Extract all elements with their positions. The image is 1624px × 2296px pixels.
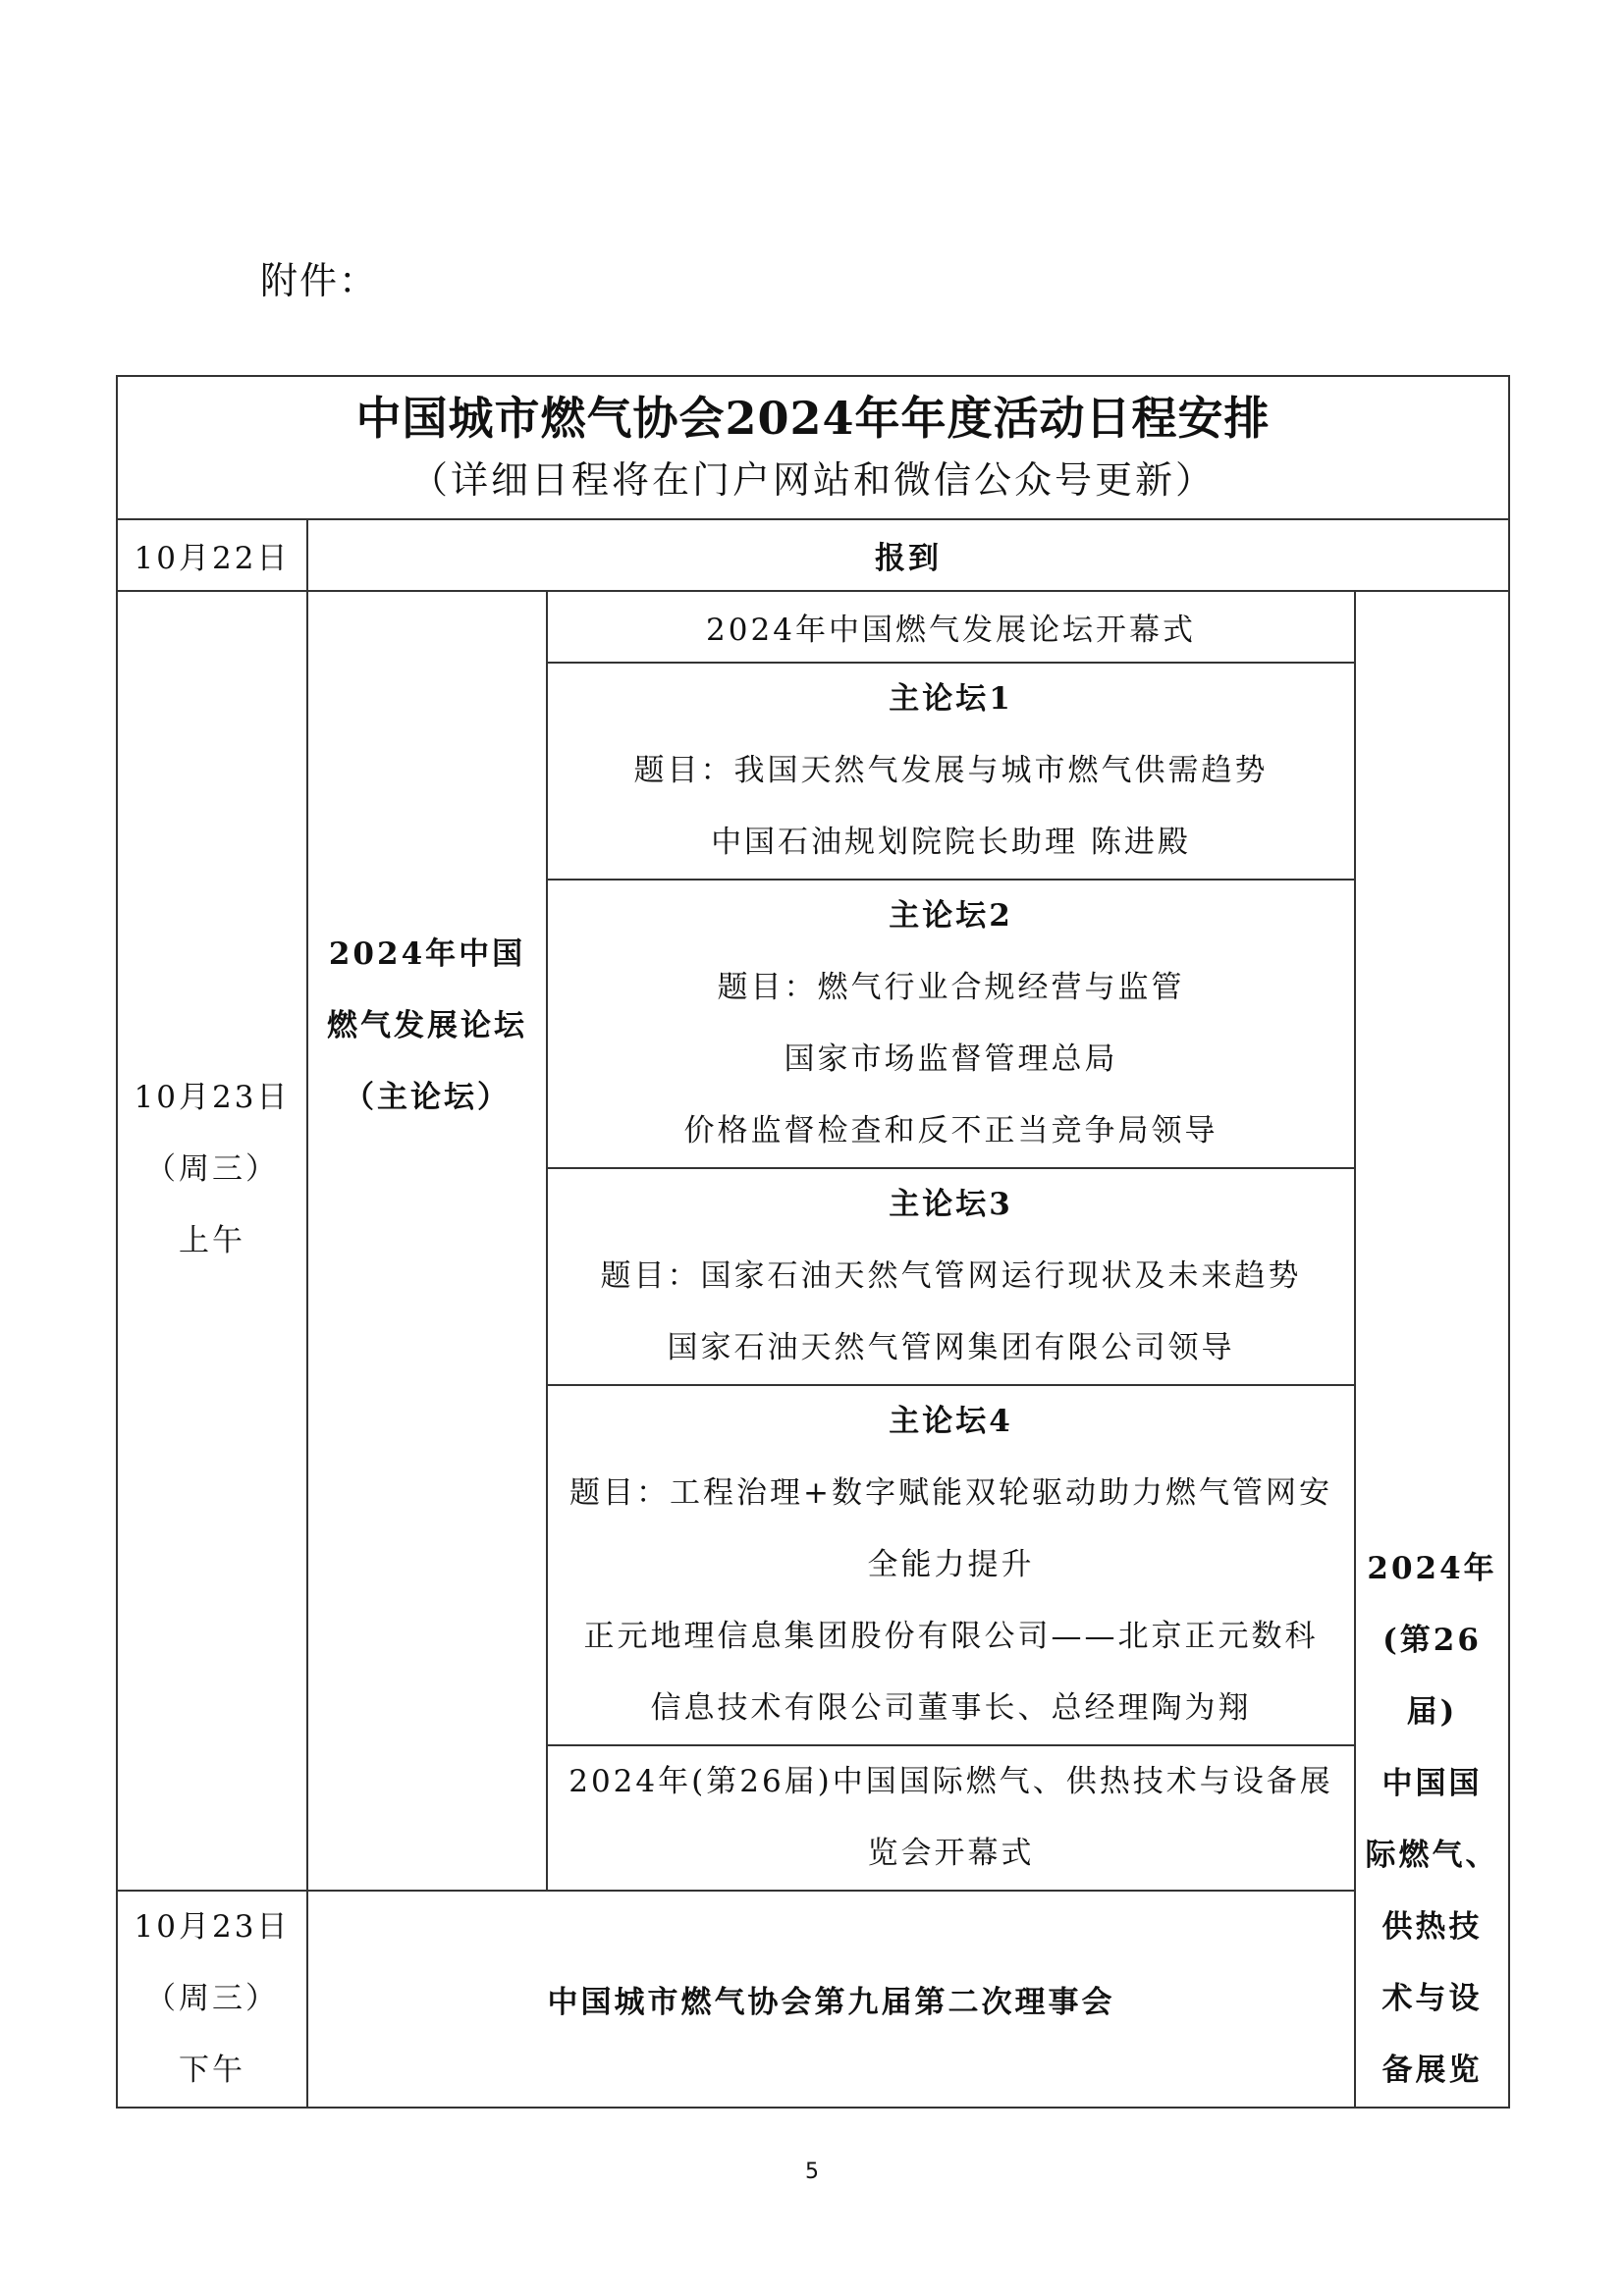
expo-cell xyxy=(1355,591,1509,2108)
date-line: 下午 xyxy=(179,2053,245,2088)
table-header-row xyxy=(117,376,1509,519)
session-cell-4 xyxy=(547,1385,1355,1745)
session-line: 题目：燃气行业合规经营与监管 xyxy=(717,970,1185,1005)
forum-line: （主论坛） xyxy=(344,1079,511,1115)
session-line: 全能力提升 xyxy=(867,1547,1035,1582)
forum-cell xyxy=(307,591,547,1891)
date-line: 10月23日 xyxy=(134,1079,291,1115)
session-line: 正元地理信息集团股份有限公司——北京正元数科 xyxy=(583,1619,1319,1654)
session-line: 国家石油天然气管网集团有限公司领导 xyxy=(667,1330,1235,1365)
expo-line: 届) xyxy=(1406,1694,1458,1730)
session-line: 国家市场监督管理总局 xyxy=(784,1041,1118,1077)
expo-line: 术与设 xyxy=(1381,1981,1483,2016)
table-row-oct22 xyxy=(117,519,1509,591)
date-line: （周三） xyxy=(145,1150,279,1187)
expo-line: 备展览 xyxy=(1381,2053,1483,2088)
date-spacer xyxy=(118,1277,306,1420)
registration-cell: 报到 xyxy=(307,519,1509,591)
session-line: 中国石油规划院院长助理 陈进殿 xyxy=(711,825,1191,860)
date-line: 10月23日 xyxy=(134,1909,291,1945)
attachment-label: 附件： xyxy=(260,259,379,302)
page-number: 5 xyxy=(805,2160,819,2184)
table-title: 中国城市燃气协会2024年年度活动日程安排 xyxy=(355,392,1271,445)
session-line: 题目：我国天然气发展与城市燃气供需趋势 xyxy=(633,753,1269,788)
expo-opening-cell xyxy=(547,1745,1355,1891)
date-cell-afternoon xyxy=(117,1891,307,2108)
session-cell-3 xyxy=(547,1168,1355,1385)
table-subtitle: （详细日程将在门户网站和微信公众号更新） xyxy=(410,458,1217,502)
session-line: 信息技术有限公司董事长、总经理陶为翔 xyxy=(650,1690,1252,1726)
forum-opening-cell: 2024年中国燃气发展论坛开幕式 xyxy=(547,591,1355,663)
session-name: 主论坛2 xyxy=(889,898,1013,934)
date-line: （周三） xyxy=(145,1981,279,2016)
forum-line: 燃气发展论坛 xyxy=(327,1007,527,1043)
session-cell-1 xyxy=(547,663,1355,880)
expo-opening-line: 2024年(第26届)中国国际燃气、供热技术与设备展 xyxy=(568,1764,1333,1799)
date-cell-oct22: 10月22日 xyxy=(117,519,307,591)
expo-line: 际燃气、 xyxy=(1365,1838,1499,1873)
session-name: 主论坛3 xyxy=(889,1187,1013,1222)
session-line: 题目：国家石油天然气管网运行现状及未来趋势 xyxy=(600,1258,1302,1294)
schedule-table xyxy=(116,375,1510,2109)
session-line: 题目：工程治理+数字赋能双轮驱动助力燃气管网安 xyxy=(569,1475,1332,1511)
session-name: 主论坛4 xyxy=(889,1404,1013,1439)
expo-line: 供热技 xyxy=(1381,1909,1483,1945)
table-header-cell xyxy=(117,376,1509,519)
session-line: 价格监督检查和反不正当竞争局领导 xyxy=(683,1113,1218,1148)
table-row-afternoon xyxy=(117,1891,1509,2108)
expo-opening-line: 览会开幕式 xyxy=(867,1836,1035,1871)
expo-line: 中国国 xyxy=(1381,1766,1483,1801)
council-meeting-cell: 中国城市燃气协会第九届第二次理事会 xyxy=(307,1891,1355,2108)
session-cell-2 xyxy=(547,880,1355,1168)
forum-line: 2024年中国 xyxy=(328,935,526,972)
forum-spacer-bottom xyxy=(308,1134,546,1564)
date-cell-morning xyxy=(117,591,307,1891)
expo-line: 2024年 xyxy=(1367,1551,1497,1586)
expo-line: (第26 xyxy=(1382,1623,1482,1658)
session-name: 主论坛1 xyxy=(889,681,1013,717)
table-row xyxy=(117,591,1509,663)
date-line: 上午 xyxy=(179,1222,245,1258)
